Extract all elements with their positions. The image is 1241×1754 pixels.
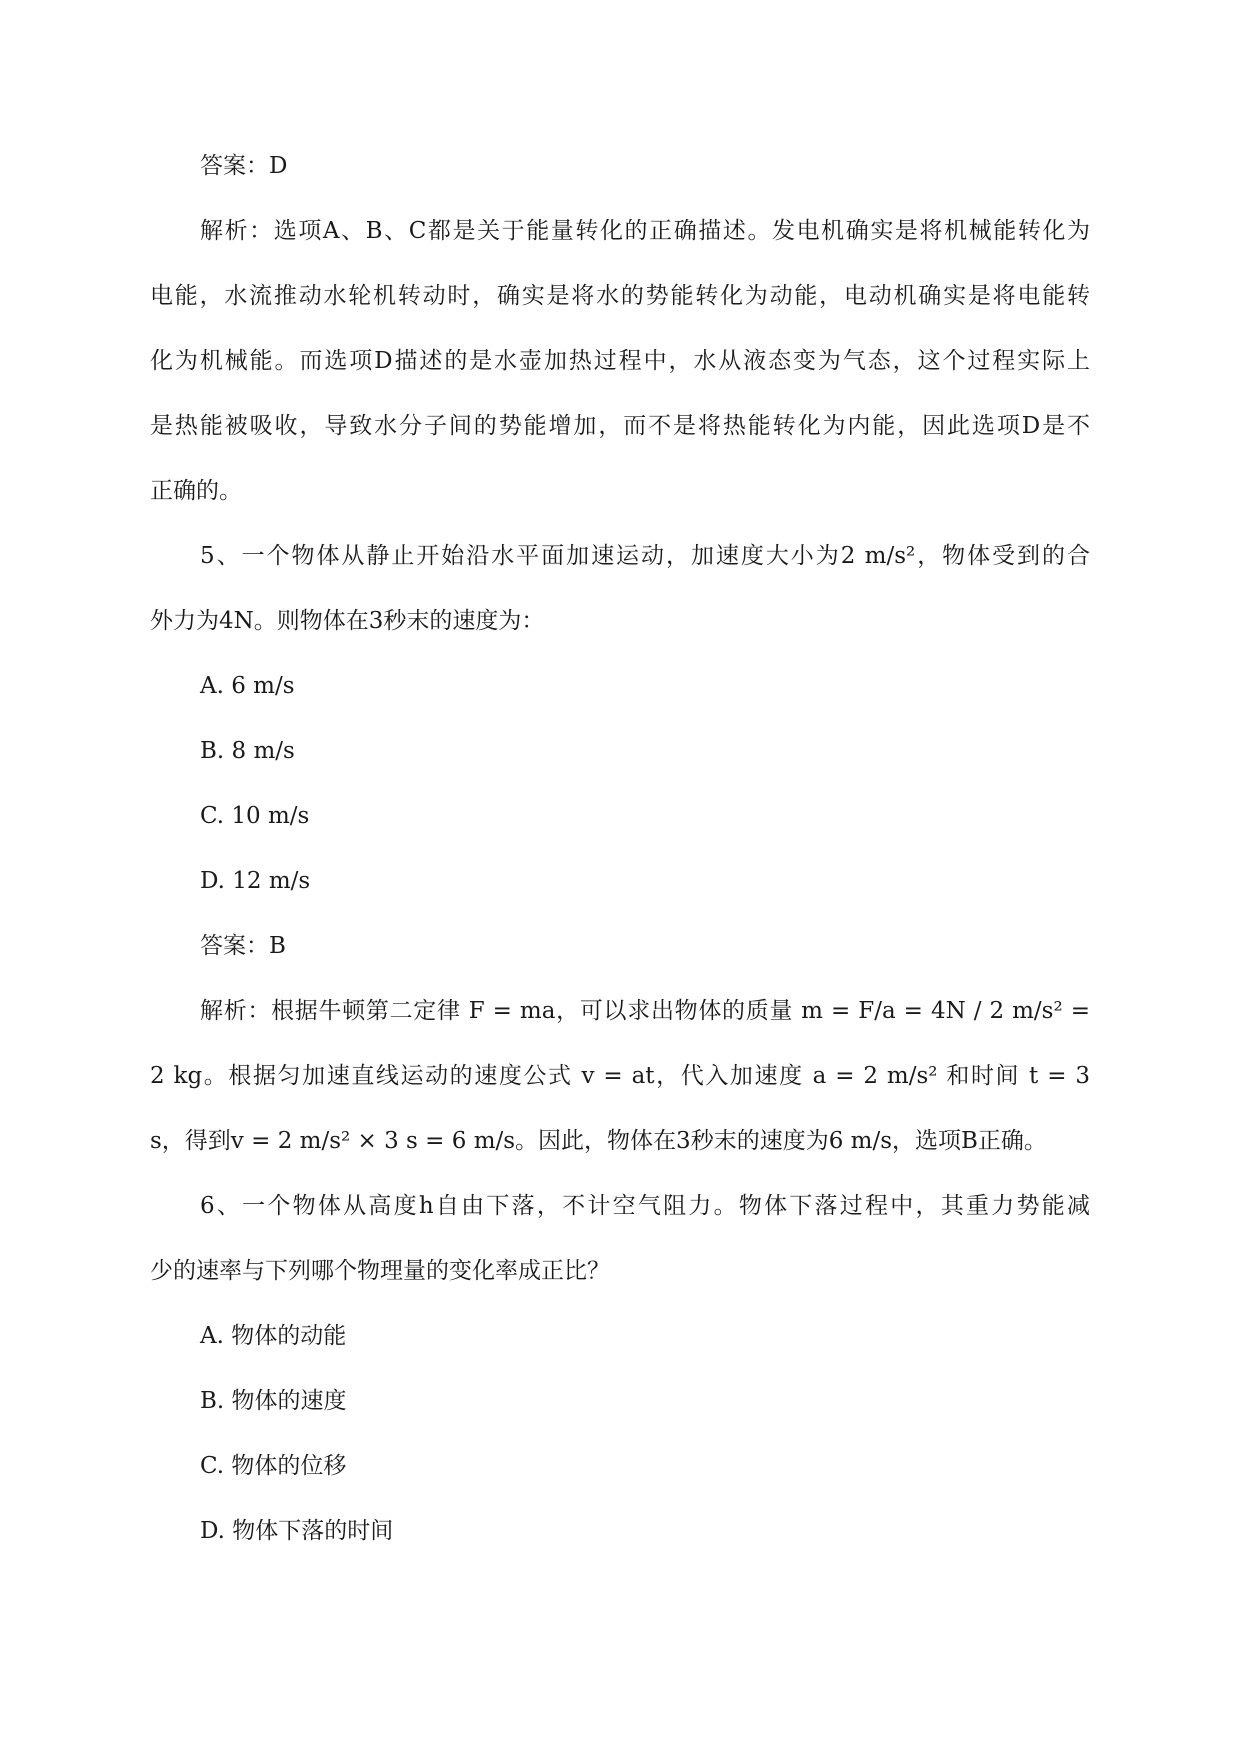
q6-option-c: C. 物体的位移 — [200, 1453, 347, 1479]
q6-option-b: B. 物体的速度 — [200, 1388, 347, 1414]
q5-stem-line-2: 外力为4N。则物体在3秒末的速度为： — [150, 608, 545, 634]
q4-answer: 答案：D — [200, 153, 288, 179]
q5-option-b: B. 8 m/s — [200, 738, 295, 764]
q5-analysis-line-3: s，得到v = 2 m/s² × 3 s = 6 m/s。因此，物体在3秒末的速度为6 m/s，选项B正确。 — [150, 1128, 1047, 1154]
q6-stem-line-2: 少的速率与下列哪个物理量的变化率成正比？ — [150, 1258, 610, 1284]
q4-analysis-line-4: 是热能被吸收，导致水分子间的势能增加，而不是将热能转化为内能，因此选项D是不 — [150, 413, 1090, 439]
q6-option-d: D. 物体下落的时间 — [200, 1518, 394, 1544]
q6-stem-line-1: 6、一个物体从高度h自由下落，不计空气阻力。物体下落过程中，其重力势能减 — [200, 1193, 1090, 1219]
q5-stem-line-1: 5、一个物体从静止开始沿水平面加速运动，加速度大小为2 m/s²，物体受到的合 — [200, 543, 1090, 569]
q6-option-a: A. 物体的动能 — [200, 1323, 347, 1349]
q5-option-c: C. 10 m/s — [200, 803, 310, 829]
q4-analysis-line-2: 电能，水流推动水轮机转动时，确实是将水的势能转化为动能，电动机确实是将电能转 — [150, 283, 1090, 309]
q5-analysis-line-2: 2 kg。根据匀加速直线运动的速度公式 v = at，代入加速度 a = 2 m/s² 和时间 t = 3 — [150, 1063, 1090, 1089]
q4-analysis-line-5: 正确的。 — [150, 478, 242, 504]
q5-answer: 答案：B — [200, 933, 286, 959]
q5-option-d: D. 12 m/s — [200, 868, 311, 894]
q4-analysis-line-3: 化为机械能。而选项D描述的是水壶加热过程中，水从液态变为气态，这个过程实际上 — [150, 348, 1090, 374]
q5-analysis-line-1: 解析：根据牛顿第二定律 F = ma，可以求出物体的质量 m = F/a = 4N / 2 m/s² = — [200, 998, 1090, 1024]
q5-option-a: A. 6 m/s — [200, 673, 295, 699]
q4-analysis-line-1: 解析：选项A、B、C都是关于能量转化的正确描述。发电机确实是将机械能转化为 — [200, 218, 1090, 244]
